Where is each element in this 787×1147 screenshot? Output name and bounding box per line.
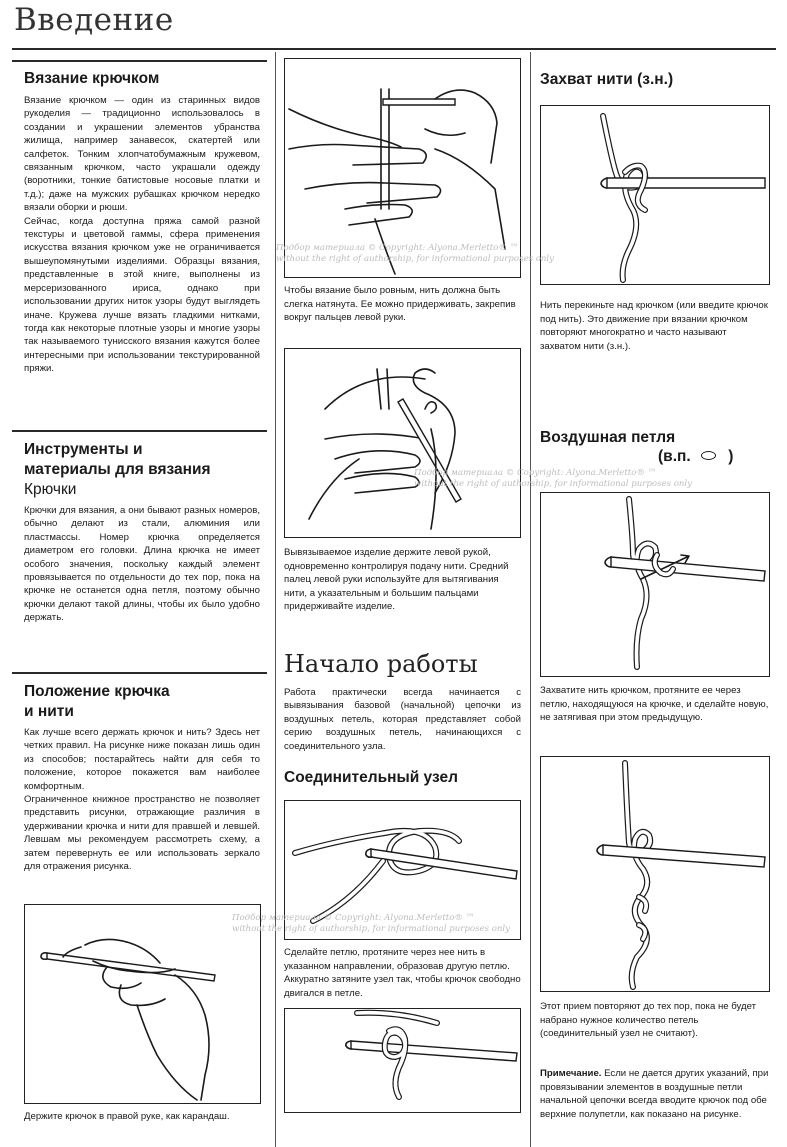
tools-heading-line2: материалы для вязания bbox=[24, 461, 211, 478]
position-heading bbox=[24, 682, 170, 722]
section-rule bbox=[12, 430, 267, 432]
chain-caption-2: Этот прием повторяют до тех пор, пока не будет набрано нужное количество петель (соединительный узел не считают). bbox=[540, 1001, 757, 1040]
chain-pull-through-illustration bbox=[541, 493, 768, 675]
hold-caption: Вывязываемое изделие держите левой рукой, одновременно контролируя подачу нити. Средний палец левой руки используйте для вытягивания нити, а указательным и большим пальцами придерживайте изделие. bbox=[284, 547, 509, 613]
hooks-subheading: Крючки bbox=[24, 481, 77, 498]
watermark: Подбор материала © Copyright: Alyona.Merletto® ™ without the right of authorship, for informational purposes only bbox=[276, 243, 555, 264]
slip-knot-heading: Соединительный узел bbox=[284, 769, 458, 786]
watermark: Подбор материала © Copyright: Alyona.Merletto® ™ without the right of authorship, for informational purposes only bbox=[232, 913, 511, 934]
chain-abbr-open: (в.п. bbox=[658, 448, 691, 465]
start-heading: Начало работы bbox=[284, 650, 478, 678]
hand-holding-work-illustration bbox=[285, 349, 519, 536]
position-heading-line1: Положение крючка bbox=[24, 683, 170, 700]
position-caption: Держите крючок в правой руке, как карандаш. bbox=[24, 1111, 230, 1122]
chain-abbreviation bbox=[658, 447, 733, 467]
note-label: Примечание. bbox=[540, 1068, 602, 1079]
title-underline bbox=[12, 48, 776, 50]
yarn-over-heading: Захват нити (з.н.) bbox=[540, 71, 674, 88]
note bbox=[540, 1067, 770, 1121]
position-text bbox=[24, 726, 260, 873]
tools-heading-line1: Инструменты и bbox=[24, 441, 143, 458]
chain-heading: Воздушная петля bbox=[540, 429, 676, 446]
section-rule bbox=[12, 672, 267, 674]
note-text: Если не дается других указаний, при провязывании элементов в воздушные петли начальной цепочки всегда вводите крючок под обе верхние полупетли, как показано на рисунке. bbox=[540, 1068, 769, 1120]
figure-yarn-over bbox=[540, 105, 770, 285]
figure-holding-work bbox=[284, 348, 521, 538]
tools-heading bbox=[24, 440, 211, 480]
start-paragraph: Работа практически всегда начинается с вывязывания базовой (начальной) цепочки из воздушных петель, которая представляет собой серию воздушных петель, начинающихся с соединительного узла. bbox=[284, 687, 521, 752]
chain-caption-1: Захватите нить крючком, протяните ее через петлю, находящуюся на крючке, и сделайте новую, не затягивая при этом предыдущую. bbox=[540, 685, 769, 724]
figure-chain-on-hook bbox=[540, 756, 770, 992]
page-title: Введение bbox=[14, 2, 174, 38]
figure-chain-pull-through bbox=[540, 492, 770, 677]
section-rule bbox=[12, 60, 267, 62]
chain-stitch-symbol-icon bbox=[701, 451, 716, 460]
tools-paragraph: Крючки для вязания, а они бывают разных номеров, обычно делают из стали, алюминия или пластмассы. Номер крючка определяется диаметром его головки. Длина крючка не имеет особого значения, поскольку каждый элемент провязывается по отдельности до тех пор, пока на крючке не останется одна петля, поэтому обычно крючки делают такой длины, чтобы их было удобно держать. bbox=[24, 505, 260, 624]
position-heading-line2: и нити bbox=[24, 703, 74, 720]
position-paragraph-1: Как лучше всего держать крючок и нить? Здесь нет четких правил. На рисунке ниже показан лишь один из способов; постарайтесь найти для себя то положение, которое покажется вам наиболее комфортным. bbox=[24, 727, 260, 792]
crochet-paragraph-1: Вязание крючком — один из старинных видов рукоделия — традиционно использовалось в создании и украшении элементов убранства жилища, например занавесок, скатертей или салфеток. Тонким хлопчатобумажным кружевом, связанным крючком, часто украшали одежду (воротники, тонкие батистовые носовые платки и т.д.); даже на мужских рубашках крючком нередко вязали оборки и рюши. bbox=[24, 95, 260, 214]
column-divider-left bbox=[275, 52, 276, 1147]
watermark: Подбор материала © Copyright: Alyona.Merletto® ™ without the right of authorship, for informational purposes only bbox=[414, 468, 693, 489]
crochet-heading: Вязание крючком bbox=[24, 70, 160, 87]
thread-caption: Чтобы вязание было ровным, нить должна быть слегка натянута. Ее можно придерживать, закрепив вокруг пальцев левой руки. bbox=[284, 285, 516, 324]
yarn-over-caption: Нить перекиньте над крючком (или введите крючок под нить). Это движение при вязании крючком повторяют многократно и часто называют захватом нити (з.н.). bbox=[540, 300, 768, 352]
knot-on-hook-illustration bbox=[285, 1009, 519, 1111]
chain-on-hook-illustration bbox=[541, 757, 768, 990]
figure-hook-pencil-grip bbox=[24, 904, 261, 1104]
hand-holding-hook-illustration bbox=[25, 905, 259, 1102]
column-divider-right bbox=[530, 52, 531, 1147]
position-paragraph-2: Ограниченное книжное пространство не позволяет представить рисунки, отражающие различия в удерживании крючка и нити для правшей и левшей. Левшам мы рекомендуем рассмотреть схему, а затем перевернуть ее или использовать зеркало для отражения рисунка. bbox=[24, 794, 260, 873]
crochet-text bbox=[24, 94, 260, 376]
chain-abbr-close: ) bbox=[728, 448, 734, 465]
crochet-paragraph-2: Сейчас, когда доступна пряжа самой разной текстуры и цветовой гаммы, сфера применения искусства вязания крючком уже не ограничивается вышеупомянутыми изделиями. Образцы вязания, представленные в этой книге, выполнены из мерсеризованного ириса, однако при использовании других ниток узоры будут выглядеть иначе. Кружева лучше вязать гладкими нитками, тогда как некоторые плотные узоры и многие узоры так называемого тунисского вязания кажутся более интересными при использовании текстурированной пряжи. bbox=[24, 215, 260, 375]
slip-knot-caption: Сделайте петлю, протяните через нее нить в указанном направлении, образовав другую петлю. Аккуратно затяните узел так, чтобы крючок свободно двигался в петле. bbox=[284, 947, 521, 999]
figure-knot-on-hook bbox=[284, 1008, 521, 1113]
yarn-over-illustration bbox=[541, 106, 768, 283]
